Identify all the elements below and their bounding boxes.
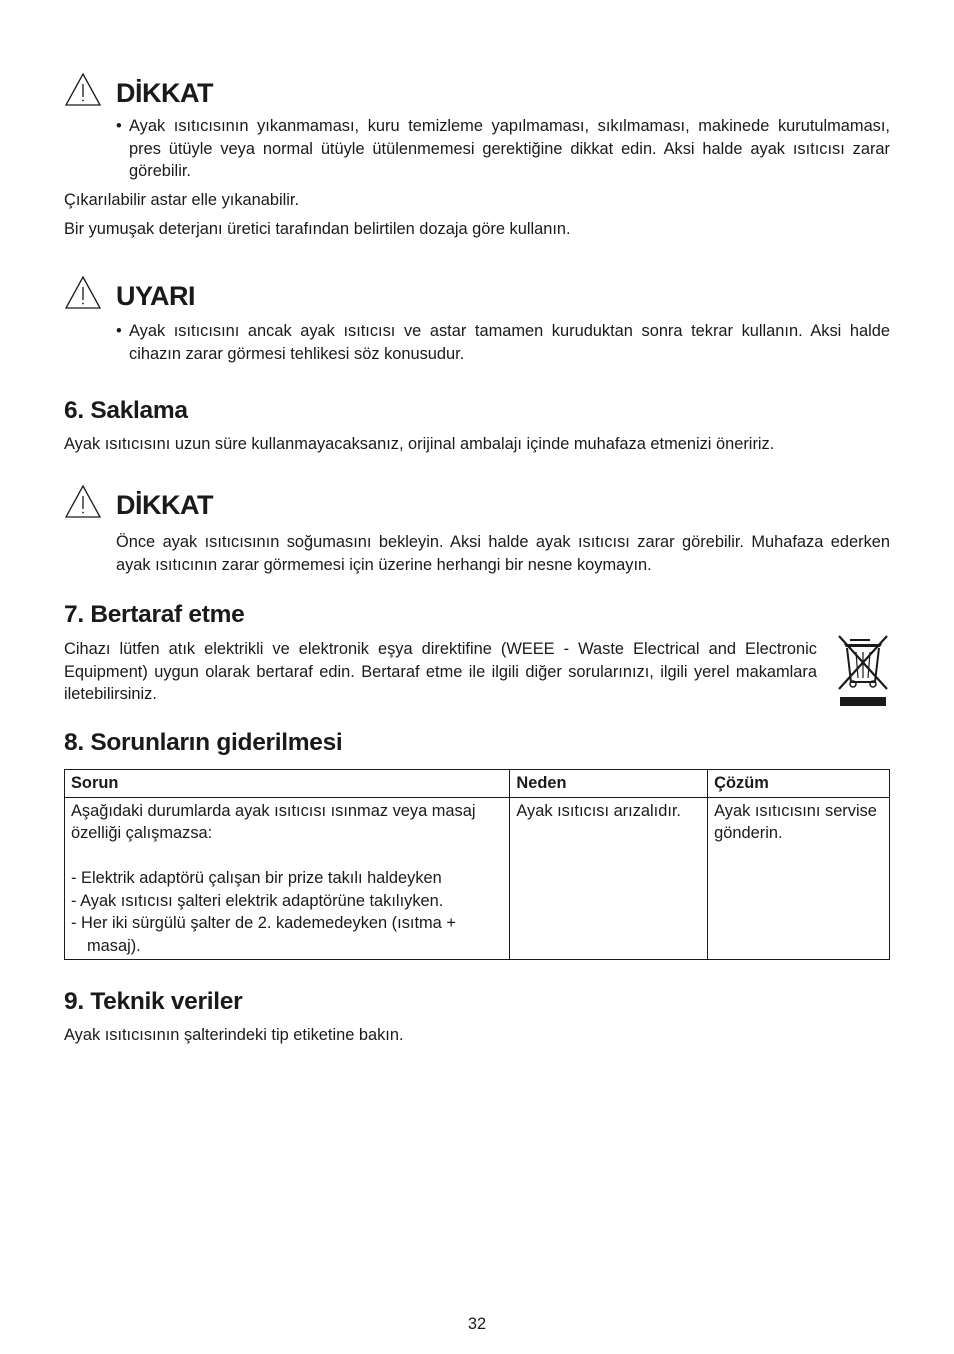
warning-bullet-text: Ayak ısıtıcısının yıkanmaması, kuru temizleme yapılmaması, sıkılmaması, makinede kurutulmaması, pres ütüyle veya normal ütüyle ütülenmemesi gerektiğine dikkat edin. Aksi halde ayak ısıtıcısı zarar görebilir.	[129, 117, 890, 180]
problem-cell	[65, 797, 510, 960]
problem-intro: Aşağıdaki durumlarda ayak ısıtıcısı ısınmaz veya masaj özelliği çalışmazsa:	[71, 801, 476, 842]
column-header-neden: Neden	[510, 770, 708, 798]
bullet-dot: •	[116, 117, 122, 135]
warning-header-uyari	[64, 275, 195, 311]
condition-item: - Elektrik adaptörü çalışan bir prize takılı haldeyken	[71, 869, 442, 887]
section-heading-saklama: 6. Saklama	[64, 397, 188, 424]
cause-cell: Ayak ısıtıcısı arızalıdır.	[510, 797, 708, 960]
troubleshooting-table	[64, 769, 890, 960]
page-number: 32	[467, 1315, 487, 1333]
weee-crossed-bin-icon	[836, 634, 890, 708]
warning-header-dikkat-2	[64, 484, 213, 520]
paragraph: Çıkarılabilir astar elle yıkanabilir.	[64, 191, 300, 209]
section-heading-sorunlar: 8. Sorunların giderilmesi	[64, 729, 343, 756]
bullet-dot: •	[116, 322, 122, 340]
warning-bullet	[116, 320, 890, 365]
warning-triangle-icon	[64, 275, 102, 311]
warning-text: Önce ayak ısıtıcısının soğumasını bekleyin. Aksi halde ayak ısıtıcısı zarar görebilir. Muhafaza ederken ayak ısıtıcının zarar görmemesi için üzerine herhangi bir nesne koymayın.	[116, 533, 890, 574]
warning-title: UYARI	[116, 281, 196, 311]
column-header-sorun: Sorun	[65, 770, 510, 798]
section-heading-bertaraf: 7. Bertaraf etme	[64, 601, 245, 628]
section-text: Ayak ısıtıcısının şalterindeki tip etiketine bakın.	[64, 1026, 404, 1044]
warning-bullet-text: Ayak ısıtıcısını ancak ayak ısıtıcısı ve astar tamamen kuruduktan sonra tekrar kullanın. Aksi halde cihazın zarar görmesi tehlikesi söz konusudur.	[129, 322, 890, 363]
table-row	[65, 797, 890, 960]
warning-title: DİKKAT	[116, 490, 213, 520]
condition-item: - Ayak ısıtıcısı şalteri elektrik adaptörüne takılıyken.	[71, 891, 444, 910]
warning-header-dikkat-1	[64, 72, 213, 108]
section-text: Cihazı lütfen atık elektrikli ve elektronik eşya direktifine (WEEE - Waste Electrical and Electronic Equipment) uygun olarak bertaraf edin. Bertaraf etme ile ilgili diğer sorularınızı, ilgili yerel makamlara iletebilirsiniz.	[64, 640, 817, 703]
table-header-row	[65, 770, 890, 798]
warning-triangle-icon	[64, 72, 102, 108]
condition-item: - Her iki sürgülü şalter de 2. kademedeyken (ısıtma + masaj).	[71, 914, 456, 955]
solution-cell: Ayak ısıtıcısını servise gönderin.	[708, 797, 890, 960]
warning-triangle-icon	[64, 484, 102, 520]
section-heading-teknik: 9. Teknik veriler	[64, 988, 243, 1015]
paragraph: Bir yumuşak deterjanı üretici tarafından belirtilen dozaja göre kullanın.	[64, 220, 571, 238]
warning-title: DİKKAT	[116, 78, 213, 108]
column-header-cozum: Çözüm	[708, 770, 890, 798]
warning-bullet	[116, 115, 890, 183]
section-text: Ayak ısıtıcısını uzun süre kullanmayacaksanız, orijinal ambalajı içinde muhafaza etmenizi öneririz.	[64, 435, 775, 453]
